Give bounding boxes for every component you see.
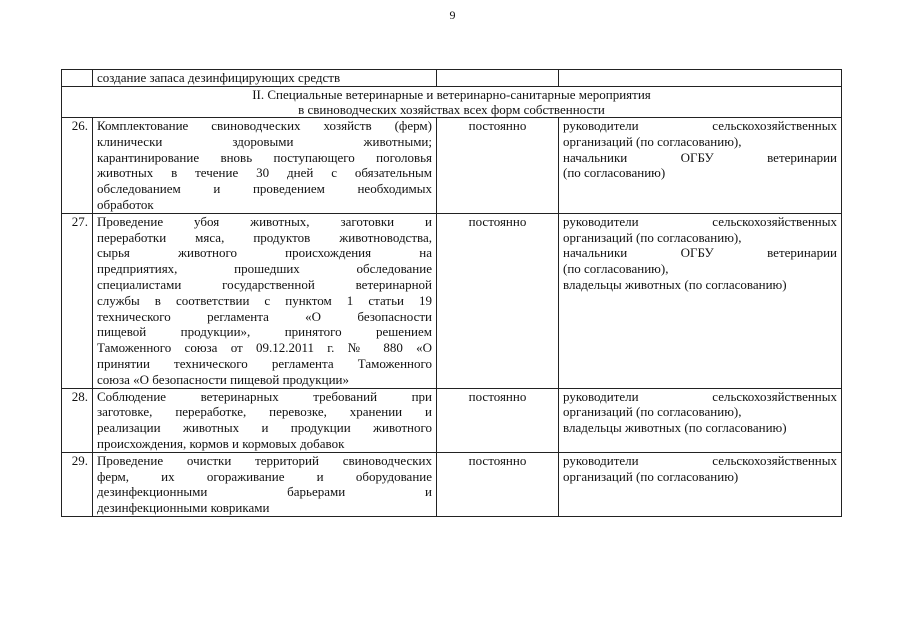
text-line: клинически здоровыми животными; <box>97 133 432 149</box>
responsible <box>559 213 842 388</box>
table-row <box>62 118 842 214</box>
term-cell <box>437 70 559 87</box>
page-number: 9 <box>449 8 456 22</box>
text-line: пищевой продукции», принятого решением <box>97 324 432 340</box>
table-row <box>62 213 842 388</box>
section-heading-line: в свиноводческих хозяйствах всех форм собственности <box>298 102 605 117</box>
text-line: Соблюдение ветеринарных требований при <box>97 388 432 404</box>
text-line: союза «О безопасности пищевой продукции» <box>97 371 349 387</box>
resp-line: (по согласованию), <box>563 261 669 277</box>
resp-line: руководители сельскохозяйственных <box>563 213 837 229</box>
text-line: карантинирование вновь поступающего поголовья <box>97 149 432 165</box>
text-line: заготовке, переработке, перевозке, хранении и <box>97 404 432 420</box>
text-line: дезинфекционными барьерами и <box>97 484 432 500</box>
measure-text <box>93 388 437 452</box>
text-line: дезинфекционными ковриками <box>97 500 270 516</box>
measure-text-cell: создание запаса дезинфицирующих средств <box>93 70 437 87</box>
text-line: обследованием и проведением необходимых <box>97 181 432 197</box>
table-row <box>62 388 842 452</box>
responsible <box>559 388 842 452</box>
measure-text <box>93 452 437 516</box>
resp-line: руководители сельскохозяйственных <box>563 452 837 468</box>
term: постоянно <box>437 213 559 388</box>
text-line: специалистами государственной ветеринарной <box>97 276 432 292</box>
table-row <box>62 70 842 87</box>
text-line: Комплектование свиноводческих хозяйств (ферм) <box>97 118 432 133</box>
text-line: принятии технического регламента Таможенного <box>97 355 432 371</box>
section-heading-line: II. Специальные ветеринарные и ветеринарно-санитарные мероприятия <box>252 87 651 102</box>
responsible <box>559 452 842 516</box>
resp-line: руководители сельскохозяйственных <box>563 118 837 133</box>
term: постоянно <box>437 388 559 452</box>
row-number: 29. <box>62 452 93 516</box>
section-heading-row <box>62 87 842 118</box>
resp-line: организаций (по согласованию), <box>563 404 742 420</box>
resp-line: организаций (по согласованию), <box>563 133 742 149</box>
term: постоянно <box>437 118 559 214</box>
text-line: сырья животного происхождения на <box>97 245 432 261</box>
resp-line: владельцы животных (по согласованию) <box>563 420 787 436</box>
resp-line: организаций (по согласованию), <box>563 229 742 245</box>
measure-text <box>93 213 437 388</box>
responsible <box>559 118 842 214</box>
measures-table <box>61 69 842 517</box>
row-number: 27. <box>62 213 93 388</box>
text-line: Проведение очистки территорий свиноводческих <box>97 452 432 468</box>
text-line: Проведение убоя животных, заготовки и <box>97 213 432 229</box>
text-line: переработки мяса, продуктов животноводства, <box>97 229 432 245</box>
section-heading <box>62 87 842 118</box>
text-line: предприятиях, прошедших обследование <box>97 261 432 277</box>
text-line: службы в соответствии с пунктом 1 статьи 19 <box>97 292 432 308</box>
text-line: Таможенного союза от 09.12.2011 г. № 880 «О <box>97 340 432 356</box>
resp-line: (по согласованию) <box>563 165 666 181</box>
text-line: происхождения, кормов и кормовых добавок <box>97 435 345 451</box>
resp-line: руководители сельскохозяйственных <box>563 388 837 404</box>
row-number: 26. <box>62 118 93 214</box>
text-line: ферм, их огораживание и оборудование <box>97 468 432 484</box>
responsible-cell <box>559 70 842 87</box>
table-row <box>62 452 842 516</box>
resp-line: владельцы животных (по согласованию) <box>563 276 787 292</box>
row-number-cell <box>62 70 93 87</box>
text-line: животных в течение 30 дней с обязательным <box>97 165 432 181</box>
text-line: обработок <box>97 196 154 212</box>
row-number: 28. <box>62 388 93 452</box>
measure-text <box>93 118 437 214</box>
term: постоянно <box>437 452 559 516</box>
resp-line: начальники ОГБУ ветеринарии <box>563 149 837 165</box>
text-line: технического регламента «О безопасности <box>97 308 432 324</box>
text-line: реализации животных и продукции животного <box>97 420 432 436</box>
resp-line: организаций (по согласованию) <box>563 468 739 484</box>
resp-line: начальники ОГБУ ветеринарии <box>563 245 837 261</box>
